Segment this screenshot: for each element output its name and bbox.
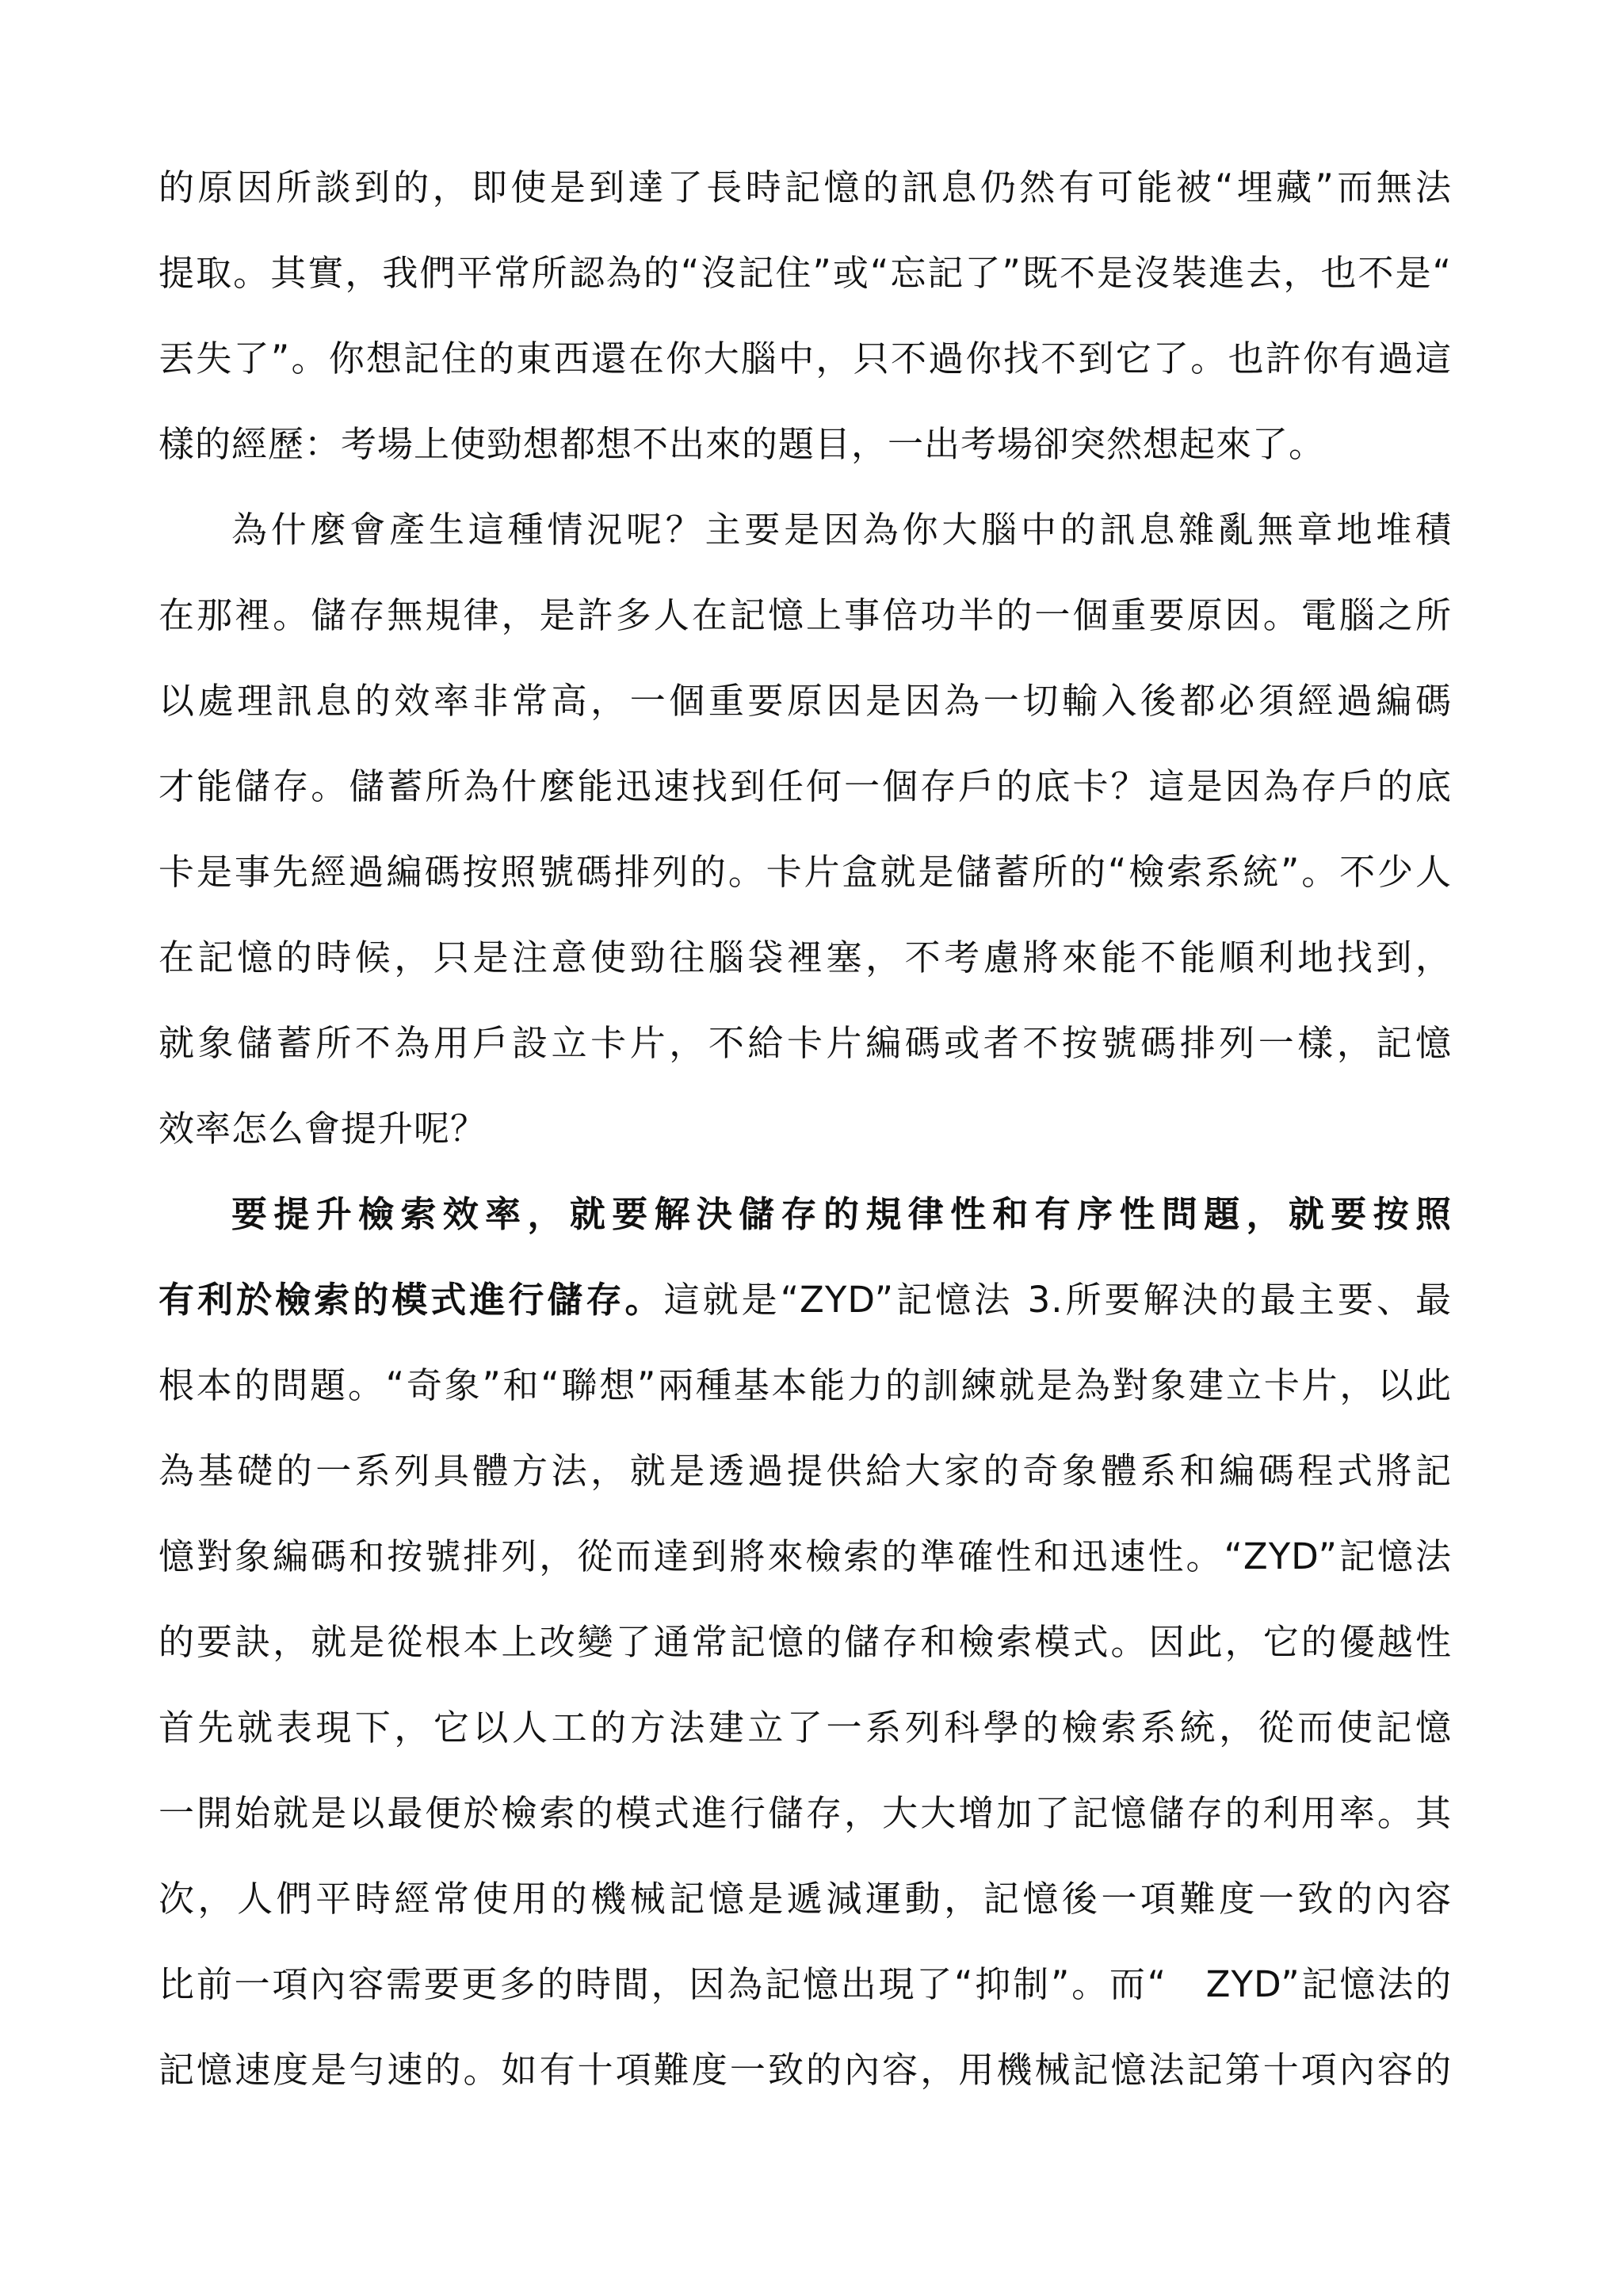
bold-phrase: 有利於檢索的模式進行儲存。	[158, 1279, 664, 1321]
text-line: 就象儲蓄所不為用戶設立卡片，不給卡片編碼或者不按號碼排列一樣，記憶	[158, 1022, 1452, 1064]
text-line	[158, 1276, 1452, 1324]
text-line-bold: 要提升檢索效率，就要解決儲存的規律性和有序性問題，就要按照	[231, 1193, 1452, 1235]
text-line: 憶對象編碼和按號排列，從而達到將來檢索的準確性和迅速性。“ZYD”記憶法	[158, 1535, 1452, 1577]
text-line: 為什麼會產生這種情況呢？主要是因為你大腦中的訊息雜亂無章地堆積	[231, 509, 1452, 551]
text-span: 這就是“ZYD”記憶法 3.所要解決的最主要、最	[663, 1279, 1452, 1321]
text-line: 樣的經歷：考場上使勁想都想不出來的題目，一出考場卻突然想起來了。	[158, 423, 1326, 465]
text-line: 的原因所談到的，即使是到達了長時記憶的訊息仍然有可能被“埋藏”而無法	[158, 166, 1452, 208]
text-line: 效率怎么會提升呢？	[158, 1108, 487, 1150]
text-line: 提取。其實，我們平常所認為的“沒記住”或“忘記了”既不是沒裝進去，也不是“	[158, 252, 1452, 294]
text-line: 在記憶的時候，只是注意使勁往腦袋裡塞，不考慮將來能不能順利地找到，	[158, 936, 1452, 978]
text-line: 丟失了”。你想記住的東西還在你大腦中，只不過你找不到它了。也許你有過這	[158, 338, 1452, 379]
text-line: 的要訣，就是從根本上改變了通常記憶的儲存和檢索模式。因此，它的優越性	[158, 1621, 1452, 1663]
text-line: 比前一項內容需要更多的時間，因為記憶出現了“抑制”。而“ ZYD”記憶法的	[158, 1963, 1452, 2005]
text-line: 根本的問題。“奇象”和“聯想”兩種基本能力的訓練就是為對象建立卡片，以此	[158, 1364, 1452, 1406]
text-line: 才能儲存。儲蓄所為什麼能迅速找到任何一個存戶的底卡？這是因為存戶的底	[158, 765, 1452, 807]
text-line: 一開始就是以最便於檢索的模式進行儲存，大大增加了記憶儲存的利用率。其	[158, 1792, 1452, 1834]
text-line: 首先就表現下，它以人工的方法建立了一系列科學的檢索系統，從而使記憶	[158, 1707, 1452, 1749]
text-line: 次，人們平時經常使用的機械記憶是遞減運動，記憶後一項難度一致的內容	[158, 1878, 1452, 1920]
text-line: 卡是事先經過編碼按照號碼排列的。卡片盒就是儲蓄所的“檢索系統”。不少人	[158, 851, 1452, 893]
text-line: 以處理訊息的效率非常高，一個重要原因是因為一切輸入後都必須經過編碼	[158, 680, 1452, 722]
text-line: 為基礎的一系列具體方法，就是透過提供給大家的奇象體系和編碼程式將記	[158, 1450, 1452, 1492]
text-line: 在那裡。儲存無規律，是許多人在記憶上事倍功半的一個重要原因。電腦之所	[158, 594, 1452, 636]
text-line: 記憶速度是勻速的。如有十項難度一致的內容，用機械記憶法記第十項內容的	[158, 2049, 1452, 2091]
